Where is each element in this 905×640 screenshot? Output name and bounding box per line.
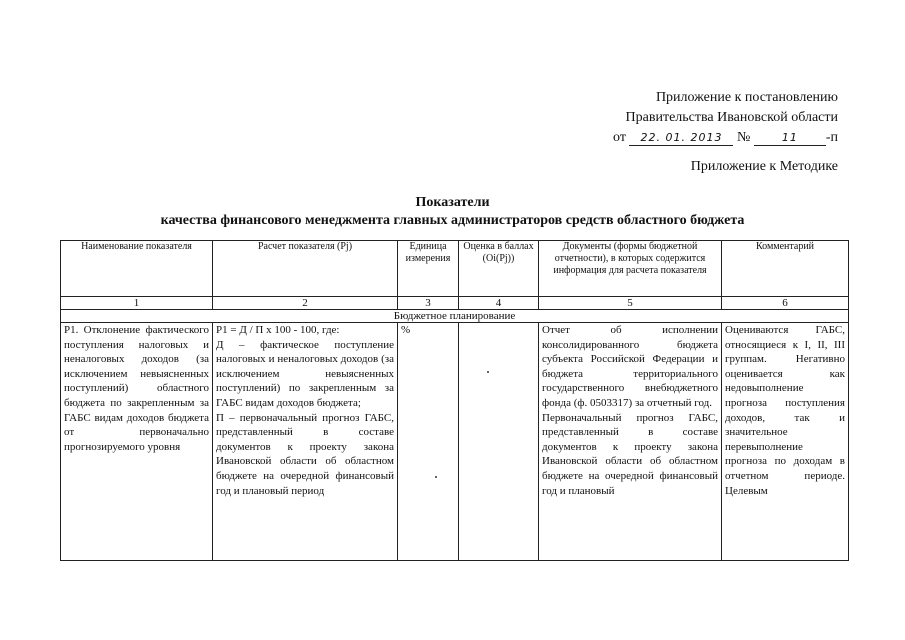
- table-row: [61, 323, 849, 561]
- from-label: от: [613, 130, 626, 145]
- header-calc: Расчет показателя (Pj): [213, 241, 398, 297]
- header-name: Наименование показателя: [61, 241, 213, 297]
- column-number: 1: [61, 297, 213, 310]
- calc-formula: Р1 = Д / П х 100 - 100, где:: [216, 324, 340, 336]
- documents-forecast: Первоначальный прогноз ГАБС, представленный в составе документов к проекту закона Ивановской области об областном бюджете на очередной финансовый год и плановый: [542, 411, 718, 497]
- scan-speck: [487, 371, 489, 373]
- page-subtitle: качества финансового менеджмента главных администраторов средств областного бюджета: [160, 213, 745, 228]
- column-number: 6: [722, 297, 849, 310]
- page-title: Показатели: [415, 195, 490, 210]
- number-suffix: -п: [825, 130, 838, 145]
- appendix-date-line: [613, 128, 838, 148]
- resolution-number: 11: [754, 131, 826, 146]
- column-number-row: [61, 297, 849, 310]
- indicator-unit-cell: %: [398, 323, 459, 561]
- resolution-date: 22. 01. 2013: [629, 131, 733, 146]
- indicator-comment-cell: Оцениваются ГАБС, относящиеся к I, II, III группам. Негативно оценивается как недовыполнение прогноза поступления доходов, так и значительное перевыполнение прогноза по доходам в отчетном периоде. Целевым: [722, 323, 849, 561]
- methodology-note: [691, 157, 838, 177]
- table-header-row: [61, 241, 849, 297]
- indicator-documents-cell: [539, 323, 722, 561]
- section-title: Бюджетное планирование: [61, 310, 849, 323]
- calc-d-definition: Д – фактическое поступление налоговых и неналоговых доходов (за исключением невыясненных поступлений) по закрепленным за ГАБС видам доходов бюджета;: [216, 338, 394, 409]
- indicator-calc-cell: [213, 323, 398, 561]
- indicator-name-cell: Р1. Отклонение фактического поступления налоговых и неналоговых доходов (за исключением невыясненных поступлений) областного бюджета по закрепленным за ГАБС видам доходов бюджета от первоначально прогнозируемого уровня: [61, 323, 213, 561]
- column-number: 2: [213, 297, 398, 310]
- column-number: 3: [398, 297, 459, 310]
- appendix-line1: Приложение к постановлению: [655, 90, 838, 105]
- header-comment: Комментарий: [722, 241, 849, 297]
- appendix-line2: Правительства Ивановской области: [625, 110, 838, 125]
- documents-report: Отчет об исполнении консолидированного бюджета субъекта Российской Федерации и бюджета территориального государственного внебюджетного фонда (ф. 0503317) за отчетный год.: [542, 324, 718, 409]
- header-score: Оценка в баллах (Oi(Pj)): [459, 241, 539, 297]
- section-row: [61, 310, 849, 323]
- calc-p-definition: П – первоначальный прогноз ГАБС, представленный в составе документов к проекту закона Ивановской области об областном бюджете на очередной финансовый год и плановый период: [216, 411, 394, 497]
- indicators-table: [60, 240, 849, 561]
- indicator-score-cell: [459, 323, 539, 561]
- appendix-block: [613, 88, 838, 148]
- header-unit: Единица измерения: [398, 241, 459, 297]
- column-number: 4: [459, 297, 539, 310]
- scan-speck: [435, 476, 437, 478]
- header-documents: Документы (формы бюджетной отчетности), в которых содержится информация для расчета показателя: [539, 241, 722, 297]
- methodology-line: Приложение к Методике: [690, 159, 838, 174]
- number-label: №: [736, 130, 751, 145]
- column-number: 5: [539, 297, 722, 310]
